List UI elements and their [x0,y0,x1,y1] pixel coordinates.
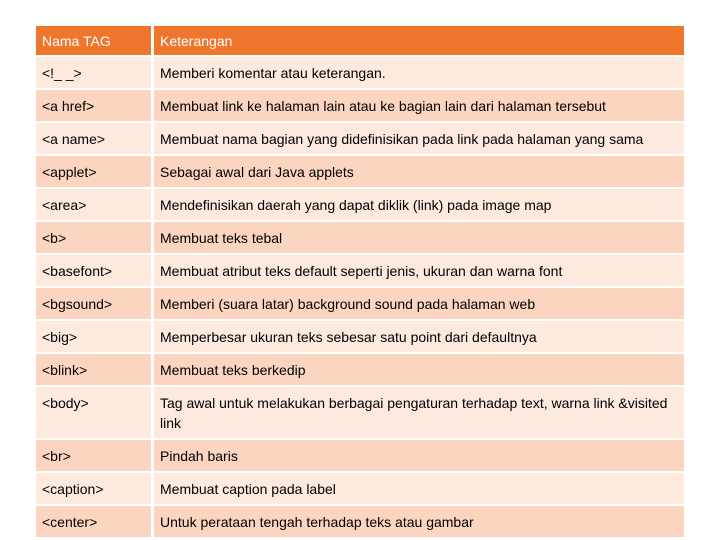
table-header-row [36,26,684,55]
tag-cell: <big> [36,321,154,352]
header-nama-tag: Nama TAG [36,26,154,55]
header-keterangan: Keterangan [154,26,684,55]
description-cell: Untuk perataan tengah terhadap teks atau gambar [154,506,684,537]
table-row [36,189,684,220]
description-cell: Membuat teks tebal [154,222,684,253]
table-row [36,255,684,286]
tag-cell: <a href> [36,90,154,121]
description-cell: Pindah baris [154,440,684,471]
description-cell: Tag awal untuk melakukan berbagai pengaturan terhadap text, warna link &visited link [154,387,684,438]
tag-cell: <center> [36,506,154,537]
table-row [36,387,684,438]
tag-cell: <area> [36,189,154,220]
tag-cell: <!_ _> [36,57,154,88]
description-cell: Mendefinisikan daerah yang dapat diklik (link) pada image map [154,189,684,220]
description-cell: Membuat caption pada label [154,473,684,504]
tag-cell: <br> [36,440,154,471]
tag-cell: <blink> [36,354,154,385]
table-row [36,473,684,504]
table-row [36,354,684,385]
tag-cell: <caption> [36,473,154,504]
tag-cell: <basefont> [36,255,154,286]
description-cell: Memperbesar ukuran teks sebesar satu point dari defaultnya [154,321,684,352]
tag-cell: <a name> [36,123,154,154]
tag-cell: <applet> [36,156,154,187]
tag-cell: <bgsound> [36,288,154,319]
table-row [36,321,684,352]
html-tag-table [36,24,684,539]
table-row [36,57,684,88]
table-row [36,123,684,154]
tag-cell: <b> [36,222,154,253]
table-row [36,222,684,253]
description-cell: Membuat nama bagian yang didefinisikan pada link pada halaman yang sama [154,123,684,154]
html-tag-table-container [36,24,684,539]
description-cell: Membuat link ke halaman lain atau ke bagian lain dari halaman tersebut [154,90,684,121]
table-row [36,156,684,187]
table-row [36,90,684,121]
table-row [36,506,684,537]
description-cell: Memberi (suara latar) background sound pada halaman web [154,288,684,319]
table-row [36,440,684,471]
tag-cell: <body> [36,387,154,438]
description-cell: Membuat atribut teks default seperti jenis, ukuran dan warna font [154,255,684,286]
description-cell: Memberi komentar atau keterangan. [154,57,684,88]
table-row [36,288,684,319]
description-cell: Membuat teks berkedip [154,354,684,385]
description-cell: Sebagai awal dari Java applets [154,156,684,187]
